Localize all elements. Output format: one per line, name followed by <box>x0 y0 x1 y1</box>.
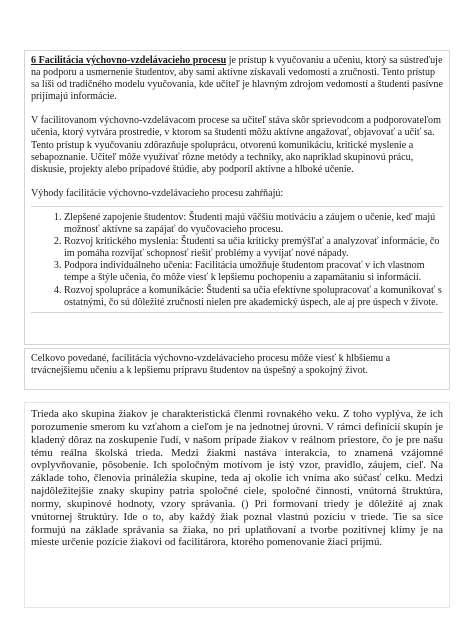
summary-box <box>24 348 450 390</box>
summary-paragraph: Celkovo povedané, facilitácia výchovno-vzdelávacieho procesu môže viesť k hlbšiemu a trvácnejšiemu učeniu a k lepšiemu prípravu študentov na úspešný a spokojný život. <box>31 353 391 377</box>
intro-text: je prístup k vyučovaniu a učeniu, ktorý sa sústreďuje na podporu a usmernenie študentov, aby sami aktívne získavali vedomosti a zručnosti. Tento prístup sa líši od tradičného modelu vyučovania, kde učiteľ je hlavným zdrojom vedomostí a študenti pasívne prijímajú informácie. <box>31 55 443 103</box>
benefits-heading: Výhody facilitácie výchovno-vzdelávacieho procesu zahŕňajú: <box>31 187 284 199</box>
benefit-item: 4. Rozvoj spolupráce a komunikácie: Študenti sa učia efektívne spolupracovať a komunikovať s ostatnými, čo sú dôležité zručnosti nielen pre akademický úspech, ale aj pre úspech v živote. <box>64 285 443 309</box>
benefit-item: 1. Zlepšené zapojenie študentov: Študenti majú väčšiu motiváciu a záujem o učenie, keď majú možnosť aktívne sa zapájať do vyučovacieho procesu. <box>64 212 443 236</box>
class-group-text-box <box>24 402 450 608</box>
facilitation-section <box>24 50 450 345</box>
benefit-item: 3. Podpora individuálneho učenia: Facilitácia umožňuje študentom pracovať v ich vlastnom tempe a štýle učenia, čo môže viesť k lepšiemu pochopeniu a zapamätaniu si informácií. <box>64 260 443 284</box>
benefit-item: 2. Rozvoj kritického myslenia: Študenti sa učia kriticky premýšľať a analyzovať informácie, čo im pomáha rozvíjať schopnosť riešiť problémy a vyvíjať nové nápady. <box>64 236 443 260</box>
facilitated-process-paragraph: V facilitovanom výchovno-vzdelávacom procese sa učiteľ stáva skôr sprievodcom a podporovateľom učenia, ktorý vytvára prostredie, v ktorom sa študenti môžu aktívne angažovať, objavovať a učiť sa. Tento prístup k vyučovaniu zdôrazňuje spoluprácu, otvorenú komunikáciu, kritické myslenie a sebapoznanie. Učiteľ môže využívať rôzne metódy a techniky, ako napríklad skupinovú prácu, diskusie, projekty alebo prípadové štúdie, aby podporil aktívne a hlboké učenie. <box>31 115 441 175</box>
section-title: 6 Facilitácia výchovno-vzdelávacieho procesu <box>31 55 227 66</box>
intro-paragraph <box>31 55 443 103</box>
class-group-paragraph: Trieda ako skupina žiakov je charakteristická členmi rovnakého veku. Z toho vyplýva, že ich porozumenie smerom ku vzťahom a cieľom je na jednotnej úrovni. V rámci definícií skupín je kladený dôraz na zoskupenie ľudí, v našom prípade žiakov v reálnom priestore, čo je pre našu tému reálna školská trieda. Medzi žiakmi nastáva interakcia, to znamená vzájomné ovplyvňovanie, pôsobenie. Ich spoločným motívom je istý vzor, pravidlo, záujem, cieľ. Na základe toho, členovia prináležia skupine, teda aj okolie ich vníma ako súčasť celku. Medzi najdôležitejšie znaky skupiny patria spoločné ciele, spoločné činnosti, vnútorná štruktúra, normy, skupinové hodnoty, vzory správania. () Pri formovaní triedy je dôležité aj znak vnútornej štruktúry. Ide o to, aby každý žiak poznal vlastnú pozíciu v triede. Tie sa síce formujú na základe správania sa žiaka, no pri uplatňovaní a tvorbe pozitívnej klímy je na mieste určenie pozície žiakovi od facilitárora, ktorého pomenovanie žiaci prijmú. <box>31 408 443 549</box>
paragraph-gap <box>31 176 443 188</box>
paragraph-gap <box>31 103 443 115</box>
benefits-list <box>31 206 443 313</box>
